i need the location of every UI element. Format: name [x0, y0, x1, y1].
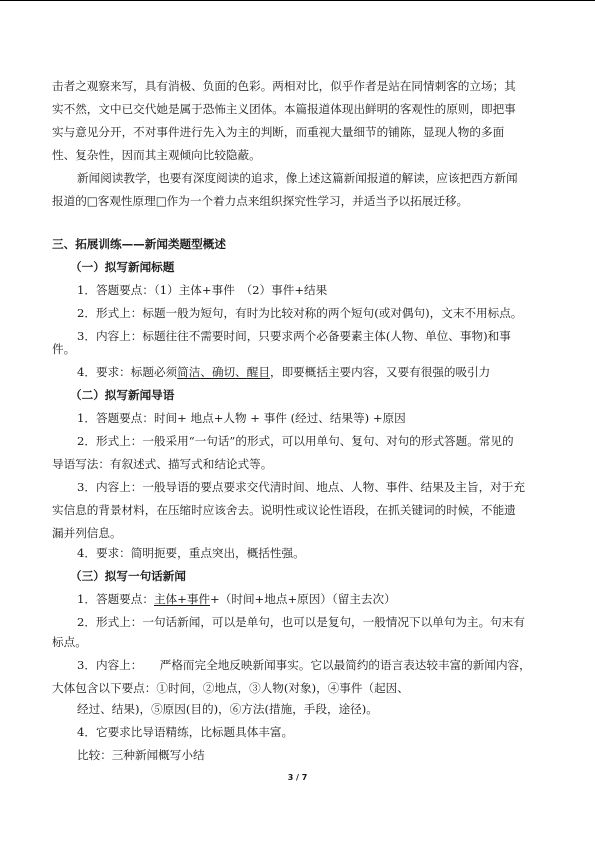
item-text: ，即要概括主要内容，又要有很强的吸引力: [269, 365, 491, 379]
list-item: 4．要求：简明扼要，重点突出，概括性强。: [77, 546, 305, 560]
list-item: 3．内容上： 严格而完全地反映新闻事实。它以最简约的语言表达较丰富的新闻内容，: [77, 658, 531, 672]
item-text: +（时间+地点+原因）（留主去次）: [210, 592, 396, 606]
list-item: 实信息的背景材料，在压缩时应该舍去。说明性或议论性语段，在抓关键词的时候，不能遗: [52, 503, 516, 517]
body-text: 实不然，文中已交代她是属于恐怖主义团体。本篇报道体现出鲜明的客观性的原则，即把事: [52, 102, 516, 116]
underlined-term: 简洁: [177, 365, 201, 379]
underlined-term: 主体+事件: [153, 592, 211, 606]
list-item: 3．内容上：一般导语的要点要求交代清时间、地点、人物、事件、结果及主旨，对于充: [77, 480, 525, 494]
separator: 、: [235, 365, 247, 379]
body-text: 实与意见分开，不对事件进行先入为主的判断，而重视大量细节的铺陈，显现人物的多面: [52, 125, 505, 139]
list-item: 大体包含以下要点：①时间，②地点，③人物(对象)，④事件（起因、: [52, 681, 409, 695]
list-item: 1．答题要点：（1）主体+事件 （2）事件+结果: [77, 283, 328, 297]
list-item: [77, 592, 396, 606]
underlined-term: 醒目: [246, 365, 270, 379]
section-heading: 三、拓展训练——新闻类题型概述: [52, 237, 226, 251]
list-item: 2．形式上：一句话新闻，可以是单句，也可以是复句，一般情况下以单句为主。句末有: [77, 615, 525, 629]
body-text: 报道的□客观性原理□作为一个着力点来组织探究性学习，并适当予以拓展迁移。: [52, 194, 469, 208]
subsection-heading: （三）拟写一句话新闻: [70, 569, 186, 583]
list-item: 4．它要求比导语精练，比标题具体丰富。: [77, 725, 294, 739]
list-item: 经过、结果)，⑤原因(目的)，⑥方法(措施，手段，途径)。: [77, 702, 378, 716]
list-item: 2．形式上：一般采用“一句话”的形式，可以用单句、复句、对句的形式答题。常见的: [77, 434, 514, 448]
list-item: [77, 365, 490, 379]
list-item: 导语写法：有叙述式、描写式和结论式等。: [52, 457, 273, 471]
separator: 、: [200, 365, 212, 379]
list-item: 标点。: [52, 635, 87, 649]
item-text: 1．答题要点：: [77, 592, 154, 606]
list-item: 比较：三种新闻概写小结: [77, 748, 205, 762]
body-text: 新闻阅读教学，也要有深度阅读的追求，像上述这篇新闻报道的解读，应该把西方新闻: [77, 171, 518, 185]
list-item: 2．形式上：标题一般为短句，有时为比较对称的两个短句(或对偶句)，文末不用标点。: [77, 306, 523, 320]
underlined-term: 确切: [211, 365, 236, 379]
list-item: 漏并列信息。: [52, 526, 122, 540]
list-item: 件。: [52, 342, 76, 356]
list-item: 3．内容上：标题往往不需要时间，只要求两个必备要素主体(人物、单位、事物)和事: [77, 329, 511, 343]
subsection-heading: （二）拟写新闻导语: [70, 388, 175, 402]
list-item: 1．答题要点：时间+ 地点+人物 + 事件 (经过、结果等) +原因: [77, 411, 406, 425]
item-text: 4．要求：标题必须: [77, 365, 178, 379]
body-text: 性、复杂性，因而其主观倾向比较隐蔽。: [52, 148, 261, 162]
subsection-heading: （一）拟写新闻标题: [70, 260, 175, 274]
page-number: 3 / 7: [287, 773, 308, 782]
header-rule: [0, 0, 595, 1]
body-text: 击者之观察来写，具有消极、负面的色彩。两相对比，似乎作者是站在同情刺客的立场；其: [52, 79, 516, 93]
